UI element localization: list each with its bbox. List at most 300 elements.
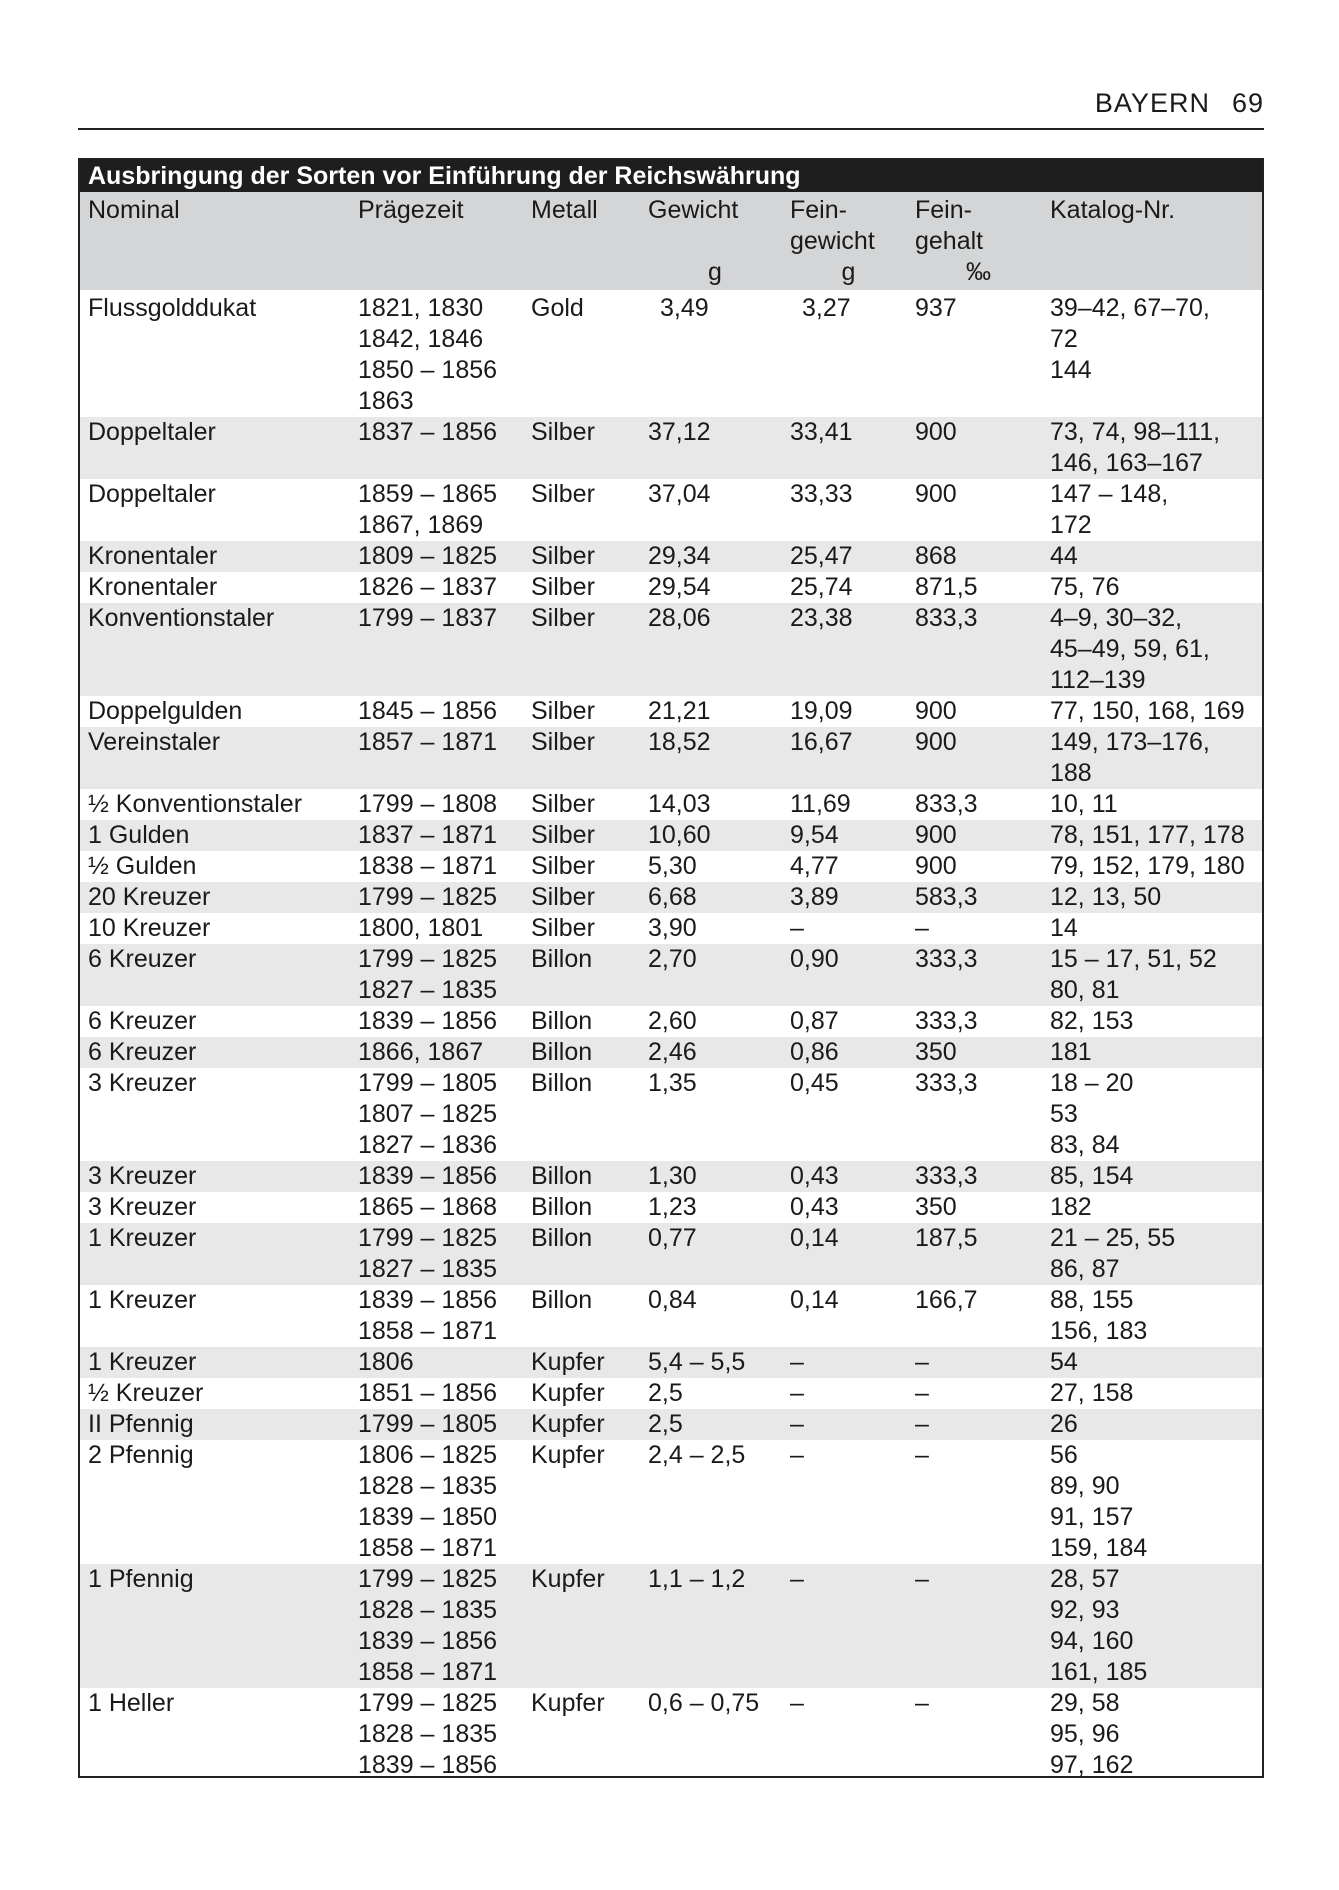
cell-katalog bbox=[1042, 727, 1264, 789]
cell-nominal: ½ Gulden bbox=[88, 852, 197, 880]
cell-nominal: 3 Kreuzer bbox=[88, 1069, 197, 1097]
column-header-feingehalt bbox=[907, 192, 1042, 290]
column-header-gewicht bbox=[640, 192, 782, 290]
cell-feingewicht: 0,43 bbox=[790, 1193, 839, 1221]
running-head bbox=[78, 88, 1264, 130]
cell-line: 1866, 1867 bbox=[358, 1038, 484, 1066]
cell-feingewicht: – bbox=[790, 1379, 804, 1407]
cell-feingewicht: 0,86 bbox=[790, 1038, 839, 1066]
cell-nominal: 3 Kreuzer bbox=[88, 1193, 197, 1221]
cell-katalog bbox=[1042, 1192, 1264, 1223]
table-row bbox=[80, 789, 1264, 820]
cell-nominal: Doppeltaler bbox=[88, 480, 216, 508]
cell-praegezeit bbox=[350, 1347, 523, 1378]
cell-gewicht: 6,68 bbox=[648, 883, 697, 911]
cell-feingehalt: 900 bbox=[915, 418, 957, 446]
cell-feingewicht: 9,54 bbox=[790, 821, 839, 849]
cell-katalog bbox=[1042, 1347, 1264, 1378]
table-row bbox=[80, 696, 1264, 727]
cell-katalog bbox=[1042, 1161, 1264, 1192]
cell-line: 1799 – 1825 bbox=[358, 945, 498, 973]
cell-line: 1826 – 1837 bbox=[358, 573, 498, 601]
cell-feingehalt: 900 bbox=[915, 480, 957, 508]
cell-line: 182 bbox=[1050, 1193, 1092, 1221]
column-header-feingewicht bbox=[782, 192, 907, 290]
cell-metall: Kupfer bbox=[531, 1441, 605, 1469]
cell-gewicht: 37,12 bbox=[648, 418, 711, 446]
cell-line: 1800, 1801 bbox=[358, 914, 484, 942]
cell-line: 188 bbox=[1050, 759, 1092, 787]
table-row bbox=[80, 1440, 1264, 1564]
cell-line: 1850 – 1856 bbox=[358, 356, 498, 384]
cell-line: 1828 – 1835 bbox=[358, 1472, 498, 1500]
cell-feingehalt: 350 bbox=[915, 1038, 957, 1066]
cell-feingehalt: 166,7 bbox=[915, 1286, 978, 1314]
cell-feingewicht: 3,89 bbox=[790, 883, 839, 911]
cell-gewicht: 18,52 bbox=[648, 728, 711, 756]
cell-metall: Silber bbox=[531, 790, 595, 818]
table-row bbox=[80, 290, 1264, 417]
cell-katalog bbox=[1042, 479, 1264, 541]
cell-line: 1858 – 1871 bbox=[358, 1534, 498, 1562]
cell-nominal: 6 Kreuzer bbox=[88, 1007, 197, 1035]
table-body bbox=[80, 290, 1264, 1778]
cell-katalog bbox=[1042, 1068, 1264, 1161]
cell-katalog bbox=[1042, 1409, 1264, 1440]
cell-feingehalt: 871,5 bbox=[915, 573, 978, 601]
cell-feingewicht: 0,90 bbox=[790, 945, 839, 973]
cell-line: 1839 – 1856 bbox=[358, 1627, 498, 1655]
cell-metall: Kupfer bbox=[531, 1565, 605, 1593]
cell-metall: Kupfer bbox=[531, 1689, 605, 1717]
header-row bbox=[80, 192, 1264, 290]
cell-gewicht: 2,5 bbox=[648, 1379, 683, 1407]
cell-feingehalt: 833,3 bbox=[915, 604, 978, 632]
section-title: BAYERN bbox=[1094, 88, 1210, 118]
cell-praegezeit bbox=[350, 727, 523, 789]
cell-line: 85, 154 bbox=[1050, 1162, 1134, 1190]
cell-line: 4–9, 30–32, bbox=[1050, 604, 1183, 632]
cell-metall: Silber bbox=[531, 542, 595, 570]
table-row bbox=[80, 1223, 1264, 1285]
cell-metall: Billon bbox=[531, 945, 593, 973]
cell-line: 27, 158 bbox=[1050, 1379, 1134, 1407]
cell-gewicht: 0,84 bbox=[648, 1286, 697, 1314]
cell-line: 82, 153 bbox=[1050, 1007, 1134, 1035]
cell-line: 1828 – 1835 bbox=[358, 1596, 498, 1624]
cell-feingewicht: – bbox=[790, 1410, 804, 1438]
cell-gewicht: 2,46 bbox=[648, 1038, 697, 1066]
cell-nominal: 3 Kreuzer bbox=[88, 1162, 197, 1190]
cell-feingehalt: 333,3 bbox=[915, 945, 978, 973]
column-header-line: Metall bbox=[531, 196, 598, 224]
cell-feingewicht: 0,45 bbox=[790, 1069, 839, 1097]
coin-table-box bbox=[78, 158, 1264, 1778]
cell-feingewicht: 25,74 bbox=[790, 573, 853, 601]
cell-feingehalt: – bbox=[915, 1565, 929, 1593]
cell-line: 147 – 148, bbox=[1050, 480, 1169, 508]
cell-feingehalt: – bbox=[915, 1441, 929, 1469]
page-number: 69 bbox=[1231, 88, 1264, 118]
cell-line: 26 bbox=[1050, 1410, 1078, 1438]
cell-nominal: Konventionstaler bbox=[88, 604, 275, 632]
cell-line: 95, 96 bbox=[1050, 1720, 1120, 1748]
cell-katalog bbox=[1042, 1006, 1264, 1037]
cell-line: 1809 – 1825 bbox=[358, 542, 498, 570]
cell-line: 1799 – 1825 bbox=[358, 1224, 498, 1252]
cell-line: 77, 150, 168, 169 bbox=[1050, 697, 1245, 725]
cell-metall: Billon bbox=[531, 1193, 593, 1221]
cell-line: 86, 87 bbox=[1050, 1255, 1120, 1283]
cell-line: 1839 – 1850 bbox=[358, 1503, 498, 1531]
cell-line: 21 – 25, 55 bbox=[1050, 1224, 1176, 1252]
table-row bbox=[80, 820, 1264, 851]
cell-gewicht: 2,4 – 2,5 bbox=[648, 1441, 746, 1469]
cell-line: 10, 11 bbox=[1050, 790, 1118, 818]
cell-praegezeit bbox=[350, 789, 523, 820]
cell-line: 1838 – 1871 bbox=[358, 852, 498, 880]
cell-line: 1867, 1869 bbox=[358, 511, 484, 539]
cell-feingehalt: – bbox=[915, 914, 929, 942]
table-row bbox=[80, 944, 1264, 1006]
cell-metall: Gold bbox=[531, 294, 584, 322]
coin-table bbox=[80, 192, 1264, 1778]
cell-metall: Silber bbox=[531, 573, 595, 601]
cell-feingewicht: – bbox=[790, 914, 804, 942]
cell-line: 29, 58 bbox=[1050, 1689, 1120, 1717]
cell-line: 79, 152, 179, 180 bbox=[1050, 852, 1245, 880]
cell-praegezeit bbox=[350, 1192, 523, 1223]
cell-gewicht: 14,03 bbox=[648, 790, 711, 818]
cell-line: 53 bbox=[1050, 1100, 1078, 1128]
table-row bbox=[80, 1688, 1264, 1778]
cell-praegezeit bbox=[350, 1440, 523, 1564]
cell-line: 91, 157 bbox=[1050, 1503, 1134, 1531]
cell-line: 1857 – 1871 bbox=[358, 728, 498, 756]
cell-line: 1806 – 1825 bbox=[358, 1441, 498, 1469]
column-unit: ‰ bbox=[966, 258, 991, 286]
cell-line: 146, 163–167 bbox=[1050, 449, 1203, 477]
cell-line: 1799 – 1825 bbox=[358, 883, 498, 911]
cell-metall: Billon bbox=[531, 1224, 593, 1252]
cell-katalog bbox=[1042, 1223, 1264, 1285]
cell-gewicht: 1,30 bbox=[648, 1162, 697, 1190]
cell-katalog bbox=[1042, 820, 1264, 851]
cell-line: 88, 155 bbox=[1050, 1286, 1134, 1314]
cell-gewicht: 1,1 – 1,2 bbox=[648, 1565, 746, 1593]
table-row bbox=[80, 1037, 1264, 1068]
cell-line: 1799 – 1825 bbox=[358, 1565, 498, 1593]
cell-line: 156, 183 bbox=[1050, 1317, 1148, 1345]
cell-metall: Silber bbox=[531, 480, 595, 508]
column-unit: g bbox=[841, 258, 856, 286]
cell-katalog bbox=[1042, 1285, 1264, 1347]
cell-nominal: Doppelgulden bbox=[88, 697, 243, 725]
cell-gewicht: 28,06 bbox=[648, 604, 711, 632]
cell-katalog bbox=[1042, 913, 1264, 944]
cell-katalog bbox=[1042, 851, 1264, 882]
column-header-nominal bbox=[80, 192, 350, 290]
cell-katalog bbox=[1042, 944, 1264, 1006]
cell-gewicht: 2,70 bbox=[648, 945, 697, 973]
cell-katalog bbox=[1042, 882, 1264, 913]
cell-praegezeit bbox=[350, 479, 523, 541]
cell-line: 14 bbox=[1050, 914, 1078, 942]
cell-praegezeit bbox=[350, 1285, 523, 1347]
cell-line: 45–49, 59, 61, bbox=[1050, 635, 1210, 663]
cell-line: 28, 57 bbox=[1050, 1565, 1120, 1593]
cell-line: 18 – 20 bbox=[1050, 1069, 1134, 1097]
cell-metall: Silber bbox=[531, 728, 595, 756]
cell-feingewicht: 33,33 bbox=[790, 480, 853, 508]
column-header-line: Katalog-Nr. bbox=[1050, 196, 1176, 224]
cell-feingehalt: 350 bbox=[915, 1193, 957, 1221]
cell-katalog bbox=[1042, 789, 1264, 820]
column-header-line: Fein- bbox=[790, 196, 847, 224]
cell-line: 75, 76 bbox=[1050, 573, 1120, 601]
cell-feingehalt: 333,3 bbox=[915, 1007, 978, 1035]
cell-gewicht: 0,77 bbox=[648, 1224, 697, 1252]
cell-line: 78, 151, 177, 178 bbox=[1050, 821, 1245, 849]
table-row bbox=[80, 1347, 1264, 1378]
cell-line: 15 – 17, 51, 52 bbox=[1050, 945, 1217, 973]
cell-nominal: 2 Pfennig bbox=[88, 1441, 194, 1469]
table-row bbox=[80, 1068, 1264, 1161]
cell-praegezeit bbox=[350, 1409, 523, 1440]
cell-feingewicht: 19,09 bbox=[790, 697, 853, 725]
cell-praegezeit bbox=[350, 572, 523, 603]
cell-praegezeit bbox=[350, 1068, 523, 1161]
cell-line: 89, 90 bbox=[1050, 1472, 1120, 1500]
table-row bbox=[80, 541, 1264, 572]
cell-line: 181 bbox=[1050, 1038, 1092, 1066]
cell-feingewicht: 4,77 bbox=[790, 852, 839, 880]
cell-line: 149, 173–176, bbox=[1050, 728, 1210, 756]
cell-praegezeit bbox=[350, 696, 523, 727]
cell-gewicht: 3,49 bbox=[660, 294, 709, 322]
cell-feingewicht: 0,87 bbox=[790, 1007, 839, 1035]
table-row bbox=[80, 882, 1264, 913]
cell-gewicht: 29,54 bbox=[648, 573, 711, 601]
cell-line: 1806 bbox=[358, 1348, 414, 1376]
cell-nominal: II Pfennig bbox=[88, 1410, 194, 1438]
cell-nominal: Kronentaler bbox=[88, 573, 218, 601]
cell-nominal: Flussgolddukat bbox=[88, 294, 257, 322]
table-row bbox=[80, 1378, 1264, 1409]
cell-praegezeit bbox=[350, 913, 523, 944]
cell-gewicht: 3,90 bbox=[648, 914, 697, 942]
table-row bbox=[80, 603, 1264, 696]
cell-feingewicht: 3,27 bbox=[802, 294, 851, 322]
cell-metall: Billon bbox=[531, 1038, 593, 1066]
cell-feingewicht: – bbox=[790, 1565, 804, 1593]
cell-line: 161, 185 bbox=[1050, 1658, 1148, 1686]
cell-line: 1799 – 1825 bbox=[358, 1689, 498, 1717]
cell-praegezeit bbox=[350, 1688, 523, 1778]
cell-gewicht: 37,04 bbox=[648, 480, 711, 508]
cell-gewicht: 21,21 bbox=[648, 697, 711, 725]
cell-feingewicht: – bbox=[790, 1441, 804, 1469]
cell-feingewicht: – bbox=[790, 1348, 804, 1376]
cell-nominal: 1 Kreuzer bbox=[88, 1224, 197, 1252]
cell-line: 144 bbox=[1050, 356, 1092, 384]
table-row bbox=[80, 851, 1264, 882]
cell-nominal: 1 Kreuzer bbox=[88, 1348, 197, 1376]
table-row bbox=[80, 1409, 1264, 1440]
table-row bbox=[80, 1192, 1264, 1223]
running-head-text bbox=[1073, 88, 1264, 119]
cell-praegezeit bbox=[350, 417, 523, 479]
cell-line: 1845 – 1856 bbox=[358, 697, 498, 725]
cell-gewicht: 10,60 bbox=[648, 821, 711, 849]
cell-praegezeit bbox=[350, 1564, 523, 1688]
cell-nominal: 6 Kreuzer bbox=[88, 1038, 197, 1066]
cell-feingehalt: 900 bbox=[915, 697, 957, 725]
table-row bbox=[80, 1285, 1264, 1347]
table-row bbox=[80, 727, 1264, 789]
cell-gewicht: 0,6 – 0,75 bbox=[648, 1689, 760, 1717]
cell-line: 1859 – 1865 bbox=[358, 480, 498, 508]
table-title: Ausbringung der Sorten vor Einführung der Reichswährung bbox=[80, 160, 1262, 192]
cell-metall: Silber bbox=[531, 852, 595, 880]
cell-katalog bbox=[1042, 1378, 1264, 1409]
cell-katalog bbox=[1042, 603, 1264, 696]
cell-feingewicht: 0,14 bbox=[790, 1286, 839, 1314]
cell-feingehalt: – bbox=[915, 1410, 929, 1438]
cell-line: 39–42, 67–70, bbox=[1050, 294, 1210, 322]
table-row bbox=[80, 1161, 1264, 1192]
cell-metall: Billon bbox=[531, 1069, 593, 1097]
cell-katalog bbox=[1042, 290, 1264, 417]
cell-praegezeit bbox=[350, 290, 523, 417]
cell-line: 1799 – 1808 bbox=[358, 790, 498, 818]
cell-praegezeit bbox=[350, 541, 523, 572]
cell-feingehalt: 187,5 bbox=[915, 1224, 978, 1252]
cell-line: 1839 – 1856 bbox=[358, 1751, 498, 1778]
cell-line: 1827 – 1835 bbox=[358, 976, 498, 1004]
cell-gewicht: 29,34 bbox=[648, 542, 711, 570]
column-header-katalog bbox=[1042, 192, 1264, 290]
cell-feingehalt: 900 bbox=[915, 728, 957, 756]
cell-praegezeit bbox=[350, 1006, 523, 1037]
cell-feingewicht: – bbox=[790, 1689, 804, 1717]
cell-praegezeit bbox=[350, 851, 523, 882]
cell-line: 54 bbox=[1050, 1348, 1078, 1376]
cell-line: 72 bbox=[1050, 325, 1078, 353]
cell-metall: Billon bbox=[531, 1007, 593, 1035]
cell-line: 1827 – 1835 bbox=[358, 1255, 498, 1283]
cell-line: 1839 – 1856 bbox=[358, 1162, 498, 1190]
cell-gewicht: 1,23 bbox=[648, 1193, 697, 1221]
cell-praegezeit bbox=[350, 603, 523, 696]
cell-metall: Billon bbox=[531, 1286, 593, 1314]
cell-feingewicht: 23,38 bbox=[790, 604, 853, 632]
cell-metall: Billon bbox=[531, 1162, 593, 1190]
table-row bbox=[80, 1006, 1264, 1037]
cell-line: 1863 bbox=[358, 387, 414, 415]
cell-feingehalt: 833,3 bbox=[915, 790, 978, 818]
cell-metall: Silber bbox=[531, 604, 595, 632]
cell-nominal: 1 Kreuzer bbox=[88, 1286, 197, 1314]
cell-nominal: 1 Heller bbox=[88, 1689, 175, 1717]
cell-nominal: Doppeltaler bbox=[88, 418, 216, 446]
cell-line: 1865 – 1868 bbox=[358, 1193, 498, 1221]
column-header-line bbox=[648, 226, 782, 257]
table-row bbox=[80, 913, 1264, 944]
cell-feingehalt: 937 bbox=[915, 294, 957, 322]
cell-line: 1839 – 1856 bbox=[358, 1286, 498, 1314]
cell-katalog bbox=[1042, 417, 1264, 479]
cell-nominal: 1 Gulden bbox=[88, 821, 190, 849]
cell-feingehalt: 900 bbox=[915, 821, 957, 849]
cell-line: 1821, 1830 bbox=[358, 294, 484, 322]
cell-line: 172 bbox=[1050, 511, 1092, 539]
cell-line: 56 bbox=[1050, 1441, 1078, 1469]
cell-line: 1799 – 1805 bbox=[358, 1410, 498, 1438]
cell-praegezeit bbox=[350, 1161, 523, 1192]
cell-line: 1858 – 1871 bbox=[358, 1658, 498, 1686]
cell-katalog bbox=[1042, 1688, 1264, 1778]
cell-line: 1807 – 1825 bbox=[358, 1100, 498, 1128]
cell-line: 73, 74, 98–111, bbox=[1050, 418, 1221, 446]
cell-feingewicht: 0,43 bbox=[790, 1162, 839, 1190]
cell-line: 1842, 1846 bbox=[358, 325, 484, 353]
column-header-line: gewicht bbox=[790, 227, 875, 255]
cell-line: 1837 – 1856 bbox=[358, 418, 498, 446]
cell-metall: Kupfer bbox=[531, 1348, 605, 1376]
table-header bbox=[80, 192, 1264, 290]
cell-metall: Silber bbox=[531, 821, 595, 849]
cell-line: 92, 93 bbox=[1050, 1596, 1120, 1624]
table-row bbox=[80, 479, 1264, 541]
cell-line: 1799 – 1837 bbox=[358, 604, 498, 632]
table-row bbox=[80, 417, 1264, 479]
table-row bbox=[80, 572, 1264, 603]
cell-feingehalt: 868 bbox=[915, 542, 957, 570]
cell-katalog bbox=[1042, 572, 1264, 603]
column-header-line: Gewicht bbox=[648, 196, 739, 224]
cell-feingewicht: 11,69 bbox=[790, 790, 851, 818]
cell-feingehalt: 583,3 bbox=[915, 883, 978, 911]
cell-feingewicht: 33,41 bbox=[790, 418, 853, 446]
column-header-praegezeit bbox=[350, 192, 523, 290]
cell-metall: Silber bbox=[531, 914, 595, 942]
cell-feingehalt: 900 bbox=[915, 852, 957, 880]
cell-katalog bbox=[1042, 1564, 1264, 1688]
cell-katalog bbox=[1042, 1440, 1264, 1564]
cell-line: 83, 84 bbox=[1050, 1131, 1120, 1159]
cell-praegezeit bbox=[350, 1378, 523, 1409]
cell-nominal: ½ Konventionstaler bbox=[88, 790, 303, 818]
cell-feingehalt: – bbox=[915, 1379, 929, 1407]
column-header-line: Prägezeit bbox=[358, 196, 464, 224]
cell-feingewicht: 0,14 bbox=[790, 1224, 839, 1252]
cell-nominal: 6 Kreuzer bbox=[88, 945, 197, 973]
cell-praegezeit bbox=[350, 882, 523, 913]
cell-metall: Silber bbox=[531, 418, 595, 446]
cell-metall: Kupfer bbox=[531, 1379, 605, 1407]
cell-nominal: 20 Kreuzer bbox=[88, 883, 211, 911]
cell-line: 1827 – 1836 bbox=[358, 1131, 498, 1159]
table-row bbox=[80, 1564, 1264, 1688]
cell-line: 12, 13, 50 bbox=[1050, 883, 1162, 911]
cell-praegezeit bbox=[350, 1037, 523, 1068]
cell-line: 1837 – 1871 bbox=[358, 821, 498, 849]
cell-line: 97, 162 bbox=[1050, 1751, 1134, 1778]
cell-line: 112–139 bbox=[1050, 666, 1146, 694]
cell-line: 1858 – 1871 bbox=[358, 1317, 498, 1345]
cell-metall: Silber bbox=[531, 697, 595, 725]
